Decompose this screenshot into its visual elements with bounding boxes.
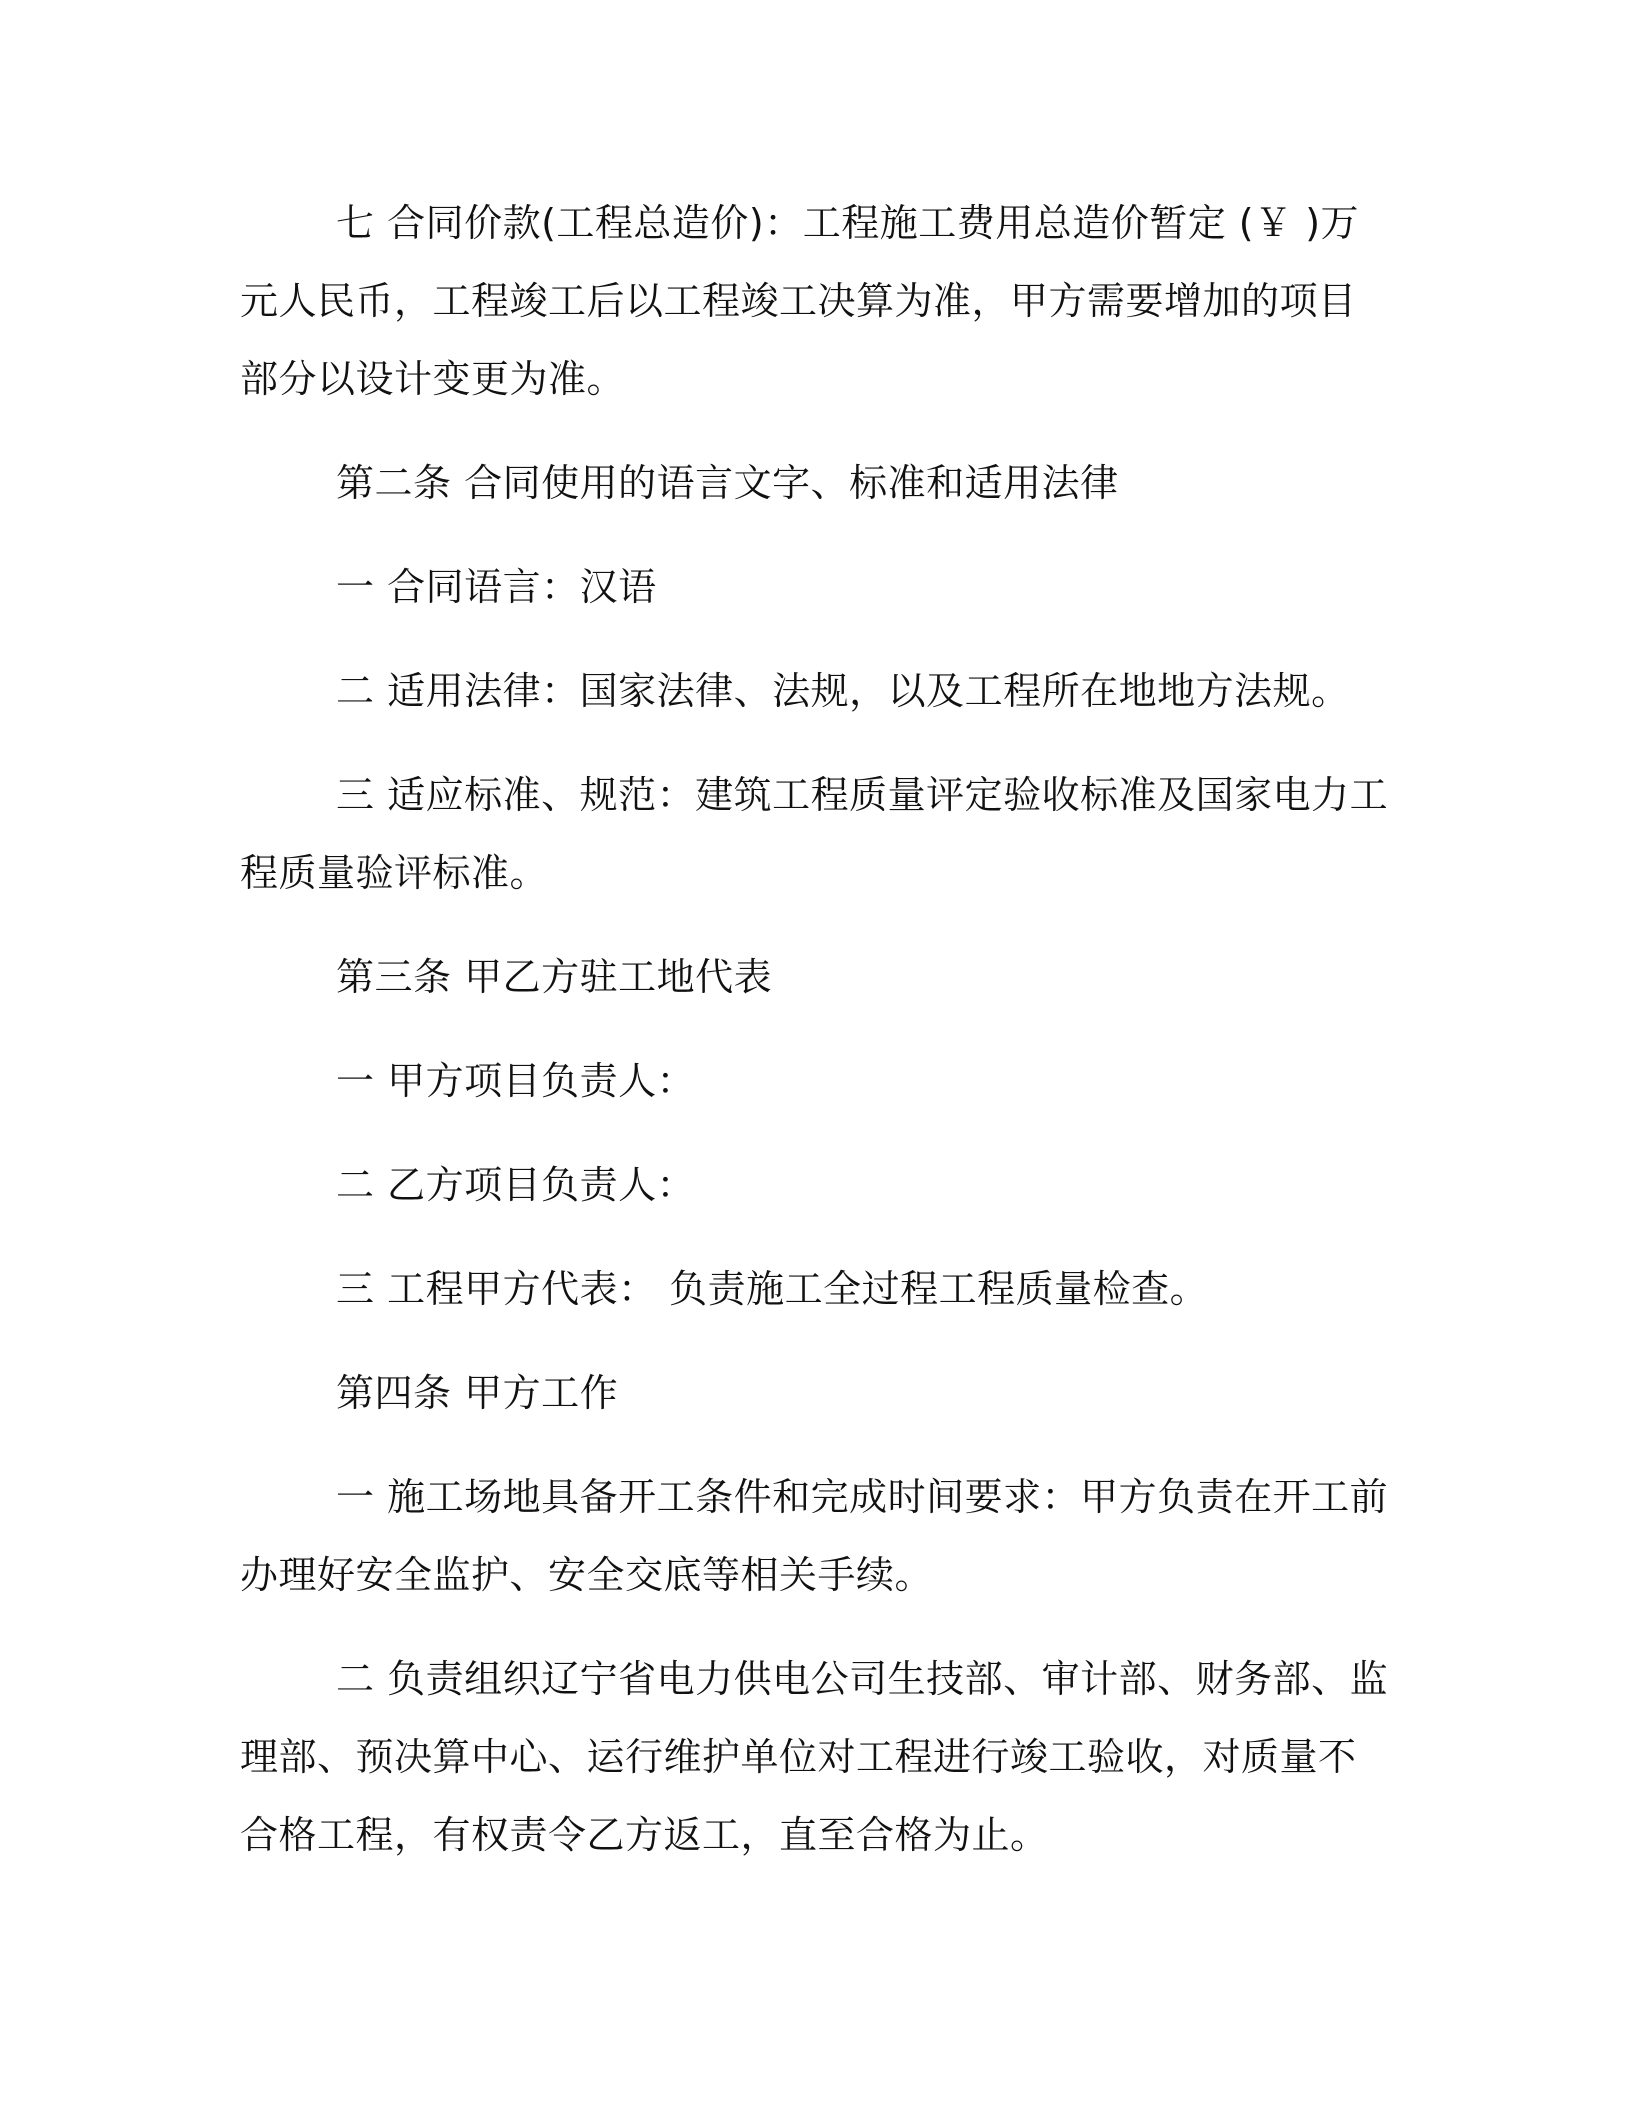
document-body bbox=[240, 184, 1390, 1874]
paragraph-applicable-law: 二 适用法律：国家法律、法规，以及工程所在地地方法规。 bbox=[336, 669, 1350, 713]
paragraph-acceptance: 二 负责组织辽宁省电力供电公司生技部、审计部、财务部、监理部、预决算中心、运行维护单位对工程进行竣工验收，对质量不合格工程，有权责令乙方返工，直至合格为止。 bbox=[240, 1657, 1389, 1857]
paragraph-party-b-lead: 二 乙方项目负责人： bbox=[336, 1163, 696, 1207]
paragraph-party-a-rep: 三 工程甲方代表： 负责施工全过程工程质量检查。 bbox=[336, 1267, 1209, 1311]
heading-article-3: 第三条 甲乙方驻工地代表 bbox=[336, 955, 773, 999]
paragraph-site-conditions: 一 施工场地具备开工条件和完成时间要求：甲方负责在开工前办理好安全监护、安全交底等相关手续。 bbox=[240, 1475, 1389, 1597]
paragraph-contract-price: 七 合同价款(工程总造价)：工程施工费用总造价暂定 (￥ )万元人民币，工程竣工后以工程竣工决算为准，甲方需要增加的项目部分以设计变更为准。 bbox=[240, 201, 1360, 401]
paragraph-standards: 三 适应标准、规范：建筑工程质量评定验收标准及国家电力工程质量验评标准。 bbox=[240, 773, 1389, 895]
paragraph-contract-language: 一 合同语言：汉语 bbox=[336, 565, 657, 609]
paragraph-party-a-lead: 一 甲方项目负责人： bbox=[336, 1059, 696, 1103]
heading-article-4: 第四条 甲方工作 bbox=[336, 1371, 619, 1415]
heading-article-2: 第二条 合同使用的语言文字、标准和适用法律 bbox=[336, 461, 1119, 505]
